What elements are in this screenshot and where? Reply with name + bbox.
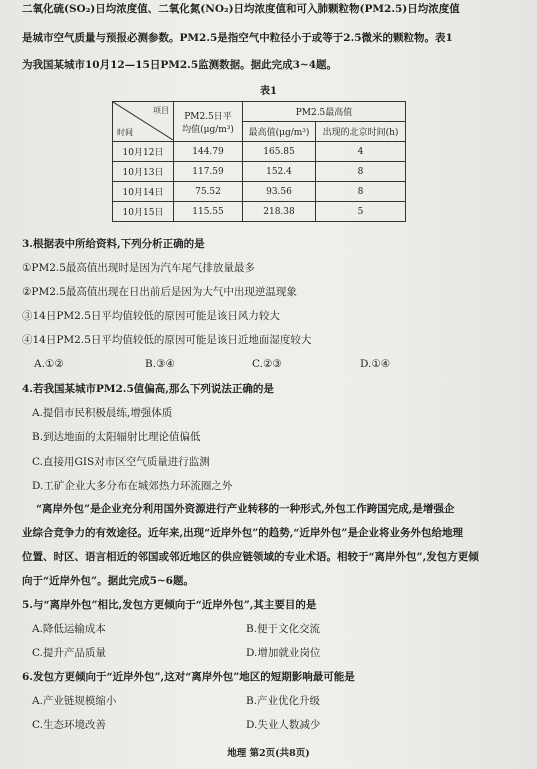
cell-time: 5 — [316, 202, 406, 222]
q3-item-2: ②PM2.5最高值出现在日出前后是因为大气中出现逆温现象 — [22, 286, 297, 298]
pm25-table — [112, 101, 406, 222]
cell-max: 93.56 — [243, 182, 316, 202]
passage2-line-4: 向于“近岸外包”。据此完成5~6题。 — [22, 575, 194, 587]
cell-avg: 144.79 — [174, 142, 243, 162]
q6-option-a: A.产业链规模缩小 — [32, 695, 117, 707]
diag-top-label: 项目 — [153, 106, 169, 115]
q3-option-d: D.①④ — [360, 358, 391, 370]
table-row — [113, 182, 406, 202]
table-caption: 表1 — [260, 86, 277, 97]
group-max-header: PM2.5最高值 — [243, 102, 406, 122]
cell-date: 10月14日 — [113, 182, 174, 202]
col-time-header: 出现的北京时间(h) — [316, 122, 406, 142]
q6-stem: 6.发包方更倾向于“近岸外包”,这对“离岸外包”地区的短期影响最可能是 — [22, 671, 355, 683]
table-row — [113, 142, 406, 162]
q5-option-c: C.提升产品质量 — [32, 647, 106, 659]
q3-item-1: ①PM2.5最高值出现时是因为汽车尾气排放量最多 — [22, 262, 255, 274]
diag-bottom-label: 时间 — [117, 128, 133, 137]
col-avg-header — [174, 102, 243, 142]
q4-option-b: B.到达地面的太阳辐射比理论值偏低 — [32, 431, 201, 443]
cell-date: 10月12日 — [113, 142, 174, 162]
page-footer: 地理 第2页(共8页) — [227, 748, 310, 759]
cell-max: 165.85 — [243, 142, 316, 162]
col-avg-header-line2: 均值(μg/m³) — [182, 124, 234, 135]
q3-option-c: C.②③ — [252, 358, 282, 370]
q4-stem: 4.若我国某城市PM2.5值偏高,那么下列说法正确的是 — [22, 383, 274, 395]
passage2-line-1: “离岸外包”是企业充分利用国外资源进行产业转移的一种形式,外包工作跨国完成,是增强企 — [36, 503, 455, 515]
q6-option-b: B.产业优化升级 — [246, 695, 321, 707]
q5-option-a: A.降低运输成本 — [32, 623, 106, 635]
cell-time: 8 — [316, 182, 406, 202]
q6-option-c: C.生态环境改善 — [32, 719, 106, 731]
intro-line-2: 是城市空气质量与预报必测参数。PM2.5是指空气中粒径小于或等于2.5微米的颗粒物。表1 — [22, 32, 453, 44]
cell-time: 8 — [316, 162, 406, 182]
table-row — [113, 202, 406, 222]
passage2-line-3: 位置、时区、语言相近的邻国或邻近地区的供应链领域的专业术语。相较于“离岸外包”,发包方更倾 — [22, 551, 479, 563]
cell-date: 10月15日 — [113, 202, 174, 222]
q4-option-a: A.提倡市民积极晨练,增强体质 — [32, 407, 173, 419]
q5-stem: 5.与“离岸外包”相比,发包方更倾向于“近岸外包”,其主要目的是 — [22, 599, 317, 611]
q5-option-d: D.增加就业岗位 — [246, 647, 321, 659]
table-row — [113, 162, 406, 182]
q3-item-3: ③14日PM2.5日平均值较低的原因可能是该日风力较大 — [22, 310, 280, 322]
intro-line-1: 二氧化硫(SO₂)日均浓度值、二氧化氮(NO₂)日均浓度值和可入肺颗粒物(PM2.5)日均浓度值 — [22, 3, 460, 15]
cell-max: 152.4 — [243, 162, 316, 182]
cell-max: 218.38 — [243, 202, 316, 222]
q3-option-a: A.①② — [34, 358, 64, 370]
q3-stem: 3.根据表中所给资料,下列分析正确的是 — [22, 238, 205, 250]
q3-item-4: ④14日PM2.5日平均值较低的原因可能是该日近地面湿度较大 — [22, 334, 312, 346]
cell-avg: 115.55 — [174, 202, 243, 222]
intro-line-3: 为我国某城市10月12—15日PM2.5监测数据。据此完成3~4题。 — [22, 59, 338, 71]
col-avg-header-line1: PM2.5日平 — [184, 111, 232, 122]
col-max-header: 最高值(μg/m³) — [243, 122, 316, 142]
q4-option-d: D.工矿企业大多分布在城郊热力环流圈之外 — [32, 480, 233, 492]
passage2-line-2: 业综合竞争力的有效途径。近年来,出现“近岸外包”的趋势,“近岸外包”是企业将业务外包给地理 — [22, 527, 463, 539]
q5-option-b: B.便于文化交流 — [246, 623, 321, 635]
cell-avg: 117.59 — [174, 162, 243, 182]
q6-option-d: D.失业人数减少 — [246, 719, 321, 731]
q4-option-c: C.直接用GIS对市区空气质量进行监测 — [32, 456, 210, 468]
q3-option-b: B.③④ — [145, 358, 175, 370]
cell-date: 10月13日 — [113, 162, 174, 182]
table-diagonal-header — [113, 102, 174, 142]
cell-time: 4 — [316, 142, 406, 162]
cell-avg: 75.52 — [174, 182, 243, 202]
